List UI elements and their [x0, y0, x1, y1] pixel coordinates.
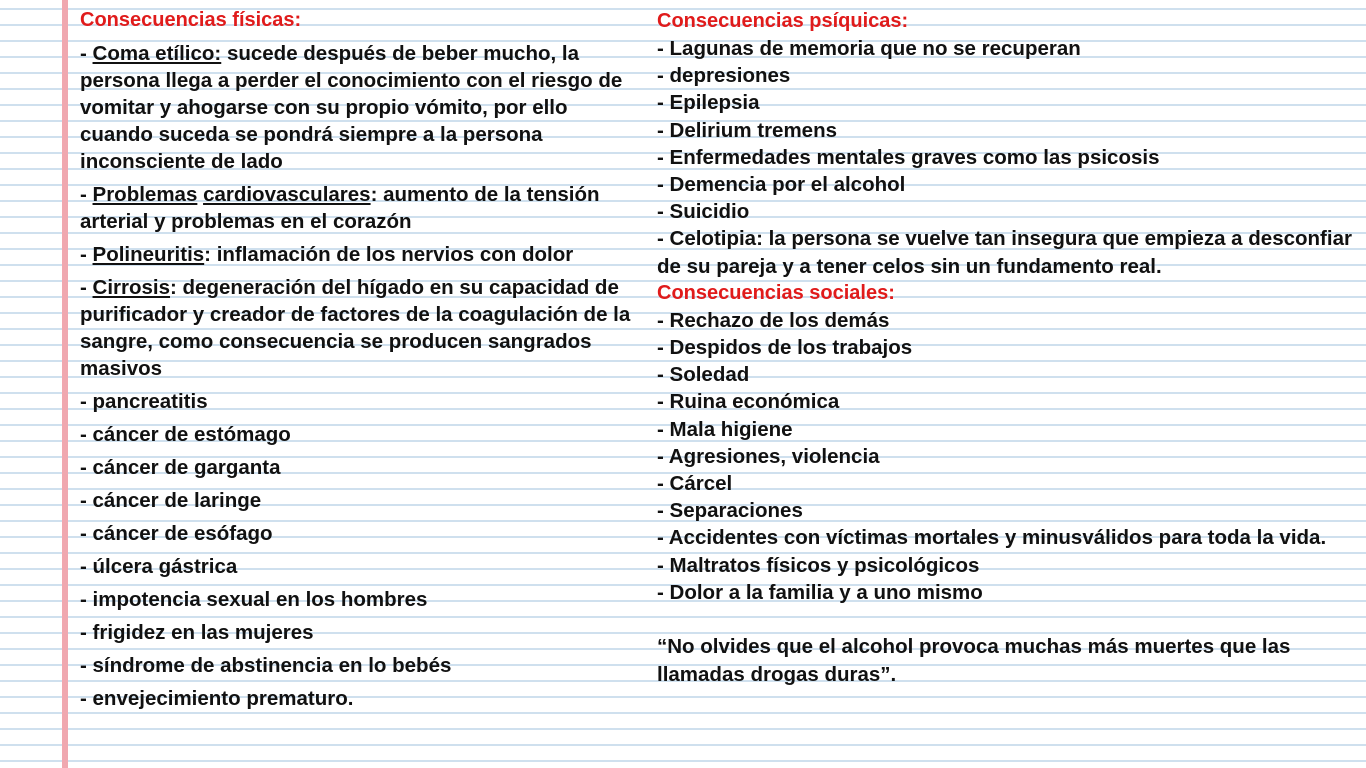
- physical-consequences-column: [80, 7, 640, 712]
- term-cirrosis: Cirrosis: [92, 276, 171, 299]
- term-cardiovasculares: cardiovasculares: [203, 183, 371, 206]
- list-item: - Celotipia: la persona se vuelve tan insegura que empieza a desconfiar de su pareja y a tener celos sin un fundamento real.: [657, 227, 1352, 278]
- spacer: [657, 606, 1352, 633]
- psychic-social-column: [657, 8, 1352, 688]
- notebook-margin-line: [62, 0, 68, 768]
- list-item: - Despidos de los trabajos: [657, 336, 913, 360]
- list-item: - cáncer de garganta: [80, 456, 281, 479]
- closing-quote: “No olvides que el alcohol provoca muchas más muertes que las llamadas drogas duras”.: [657, 635, 1291, 686]
- term-problemas: Problemas: [92, 183, 198, 206]
- list-item: - Agresiones, violencia: [657, 444, 880, 468]
- list-item: - Demencia por el alcohol: [657, 173, 906, 197]
- list-item: - Mala higiene: [657, 417, 793, 441]
- list-item: - Suicidio: [657, 200, 750, 224]
- list-item: - Lagunas de memoria que no se recuperan: [657, 37, 1081, 60]
- list-item: - Dolor a la familia y a uno mismo: [657, 580, 983, 604]
- item-cirrosis: - Cirrosis: degeneración del hígado en su capacidad de purificador y creador de factores de la coagulación de la sangre, como consecuencia se producen sangrados masivos: [80, 276, 631, 380]
- item-coma-etilico: - Coma etílico: sucede después de beber mucho, la persona llega a perder el conocimiento con el riesgo de vomitar y ahogarse con su propio vómito, por ello cuando suceda se pondrá siempre a la persona inconsciente de lado: [80, 42, 623, 173]
- list-item: - envejecimiento prematuro.: [80, 687, 354, 710]
- list-item: - frigidez en las mujeres: [80, 621, 314, 644]
- list-item: - Delirium tremens: [657, 118, 837, 142]
- item-cardiovasculares: - Problemas cardiovasculares: aumento de la tensión arterial y problemas en el corazón: [80, 183, 600, 233]
- list-item: - pancreatitis: [80, 390, 208, 413]
- psychic-heading: Consecuencias psíquicas:: [657, 10, 909, 32]
- social-heading: Consecuencias sociales:: [657, 281, 895, 304]
- list-item: - cáncer de esófago: [80, 522, 273, 545]
- list-item: - Rechazo de los demás: [657, 308, 890, 332]
- physical-heading: Consecuencias físicas:: [80, 9, 302, 31]
- list-item: - Separaciones: [657, 499, 803, 523]
- list-item: - úlcera gástrica: [80, 555, 238, 578]
- item-polineuritis: - Polineuritis: inflamación de los nervios con dolor: [80, 243, 574, 266]
- list-item: - Soledad: [657, 363, 750, 387]
- list-item: - Maltratos físicos y psicológicos: [657, 553, 980, 577]
- list-item: - cáncer de laringe: [80, 489, 262, 512]
- list-item: - Accidentes con víctimas mortales y minusválidos para toda la vida.: [657, 526, 1327, 550]
- list-item: - Ruina económica: [657, 390, 840, 414]
- list-item: - Enfermedades mentales graves como las psicosis: [657, 145, 1160, 169]
- list-item: - Cárcel: [657, 472, 733, 496]
- list-item: - Epilepsia: [657, 91, 760, 115]
- list-item: - depresiones: [657, 64, 791, 88]
- list-item: - síndrome de abstinencia en lo bebés: [80, 654, 452, 677]
- list-item: - impotencia sexual en los hombres: [80, 588, 428, 611]
- term-polineuritis: Polineuritis: [92, 243, 205, 266]
- term-coma-etilico: Coma etílico:: [92, 42, 222, 65]
- list-item: - cáncer de estómago: [80, 423, 291, 446]
